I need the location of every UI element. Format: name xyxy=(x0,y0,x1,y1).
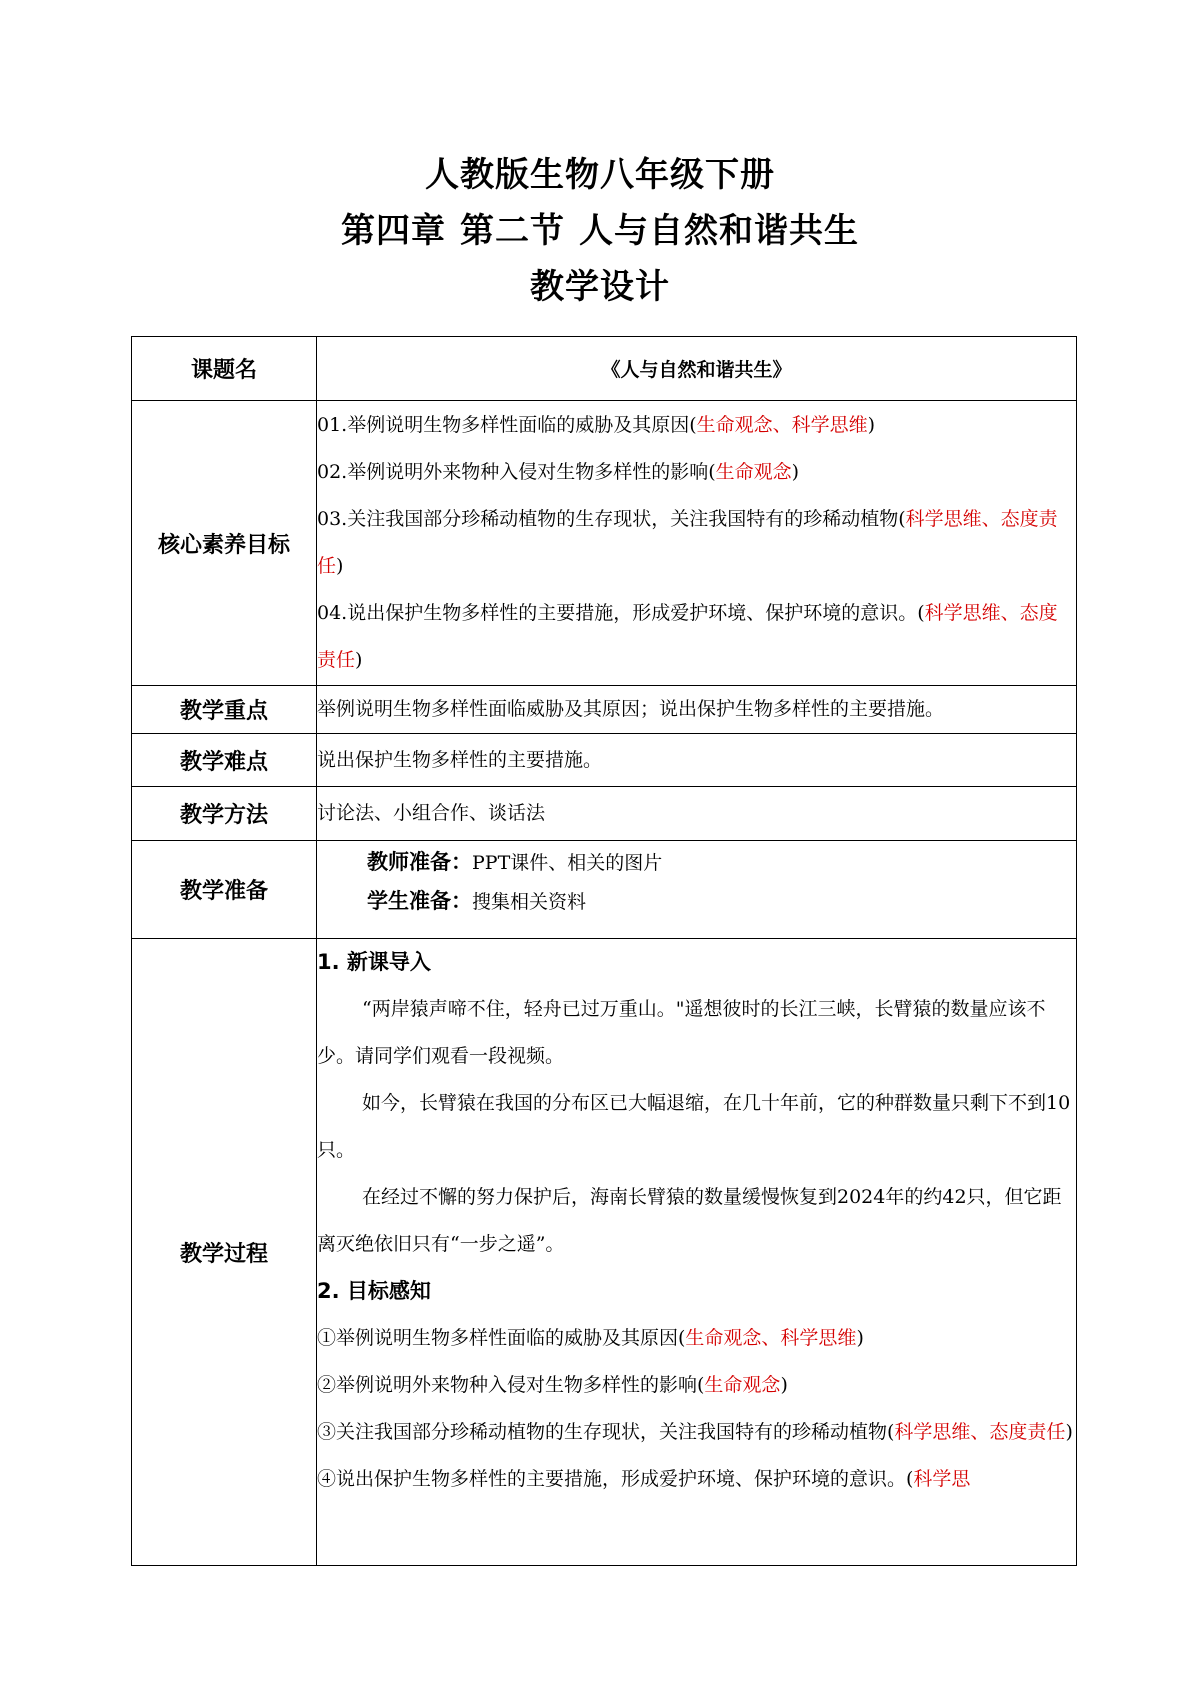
key-point-label: 教学重点 xyxy=(132,686,317,734)
target-item: ④说出保护生物多样性的主要措施，形成爱护环境、保护环境的意识。(科学思 xyxy=(317,1468,971,1490)
difficulty-label: 教学难点 xyxy=(132,734,317,787)
doc-type-heading: 教学设计 xyxy=(530,267,670,307)
lesson-plan-table xyxy=(131,336,1077,1566)
difficulty-value: 说出保护生物多样性的主要措施。 xyxy=(317,734,1077,787)
topic-label: 课题名 xyxy=(132,337,317,401)
chapter-label: 第四章 xyxy=(341,211,446,251)
key-point-row xyxy=(132,686,1077,734)
target-item: ②举例说明外来物种入侵对生物多样性的影响(生命观念) xyxy=(317,1374,788,1396)
lesson-title: 人与自然和谐共生 xyxy=(579,211,859,251)
preparation-cell xyxy=(317,841,1077,939)
method-row xyxy=(132,787,1077,841)
goal-item: 02.举例说明外来物种入侵对生物多样性的影响(生命观念) xyxy=(317,461,800,483)
paragraph: “两岸猿声啼不住，轻舟已过万重山。"遥想彼时的长江三峡，长臂猿的数量应该不少。请同学们观看一段视频。 xyxy=(317,998,1046,1067)
page-title: 人教版生物八年级下册 xyxy=(425,155,775,195)
preparation-label: 教学准备 xyxy=(132,841,317,939)
goal-item: 01.举例说明生物多样性面临的威胁及其原因(生命观念、科学思维) xyxy=(317,414,876,436)
section-label: 第二节 xyxy=(460,211,565,251)
goals-label: 核心素养目标 xyxy=(132,401,317,686)
target-item: ③关注我国部分珍稀动植物的生存现状，关注我国特有的珍稀动植物(科学思维、态度责任) xyxy=(317,1421,1073,1443)
process-row xyxy=(132,939,1077,1566)
document-titles xyxy=(0,150,1200,312)
topic-row xyxy=(132,337,1077,401)
method-value: 讨论法、小组合作、谈话法 xyxy=(317,787,1077,841)
process-label: 教学过程 xyxy=(132,939,317,1566)
method-label: 教学方法 xyxy=(132,787,317,841)
chapter-heading xyxy=(0,206,1200,256)
target-item: ①举例说明生物多样性面临的威胁及其原因(生命观念、科学思维) xyxy=(317,1327,864,1349)
topic-value: 《人与自然和谐共生》 xyxy=(317,337,1077,401)
teacher-prep: 教师准备：PPT课件、相关的图片 xyxy=(367,850,663,874)
paragraph: 在经过不懈的努力保护后，海南长臂猿的数量缓慢恢复到2024年的约42只，但它距离灭绝依旧只有“一步之遥”。 xyxy=(317,1186,1062,1255)
goal-item: 03.关注我国部分珍稀动植物的生存现状，关注我国特有的珍稀动植物(科学思维、态度责任) xyxy=(317,508,1058,577)
student-prep: 学生准备：搜集相关资料 xyxy=(367,889,587,913)
difficulty-row xyxy=(132,734,1077,787)
paragraph: 如今，长臂猿在我国的分布区已大幅退缩，在几十年前，它的种群数量只剩下不到10只。 xyxy=(317,1092,1071,1161)
goals-row xyxy=(132,401,1077,686)
section-heading-goals: 2. 目标感知 xyxy=(317,1279,431,1303)
section-heading-intro: 1. 新课导入 xyxy=(317,950,431,974)
key-point-value: 举例说明生物多样性面临威胁及其原因；说出保护生物多样性的主要措施。 xyxy=(317,686,1077,734)
goals-cell xyxy=(317,401,1077,686)
goal-item: 04.说出保护生物多样性的主要措施，形成爱护环境、保护环境的意识。(科学思维、态度责任) xyxy=(317,602,1058,671)
preparation-row xyxy=(132,841,1077,939)
process-cell xyxy=(317,939,1077,1566)
